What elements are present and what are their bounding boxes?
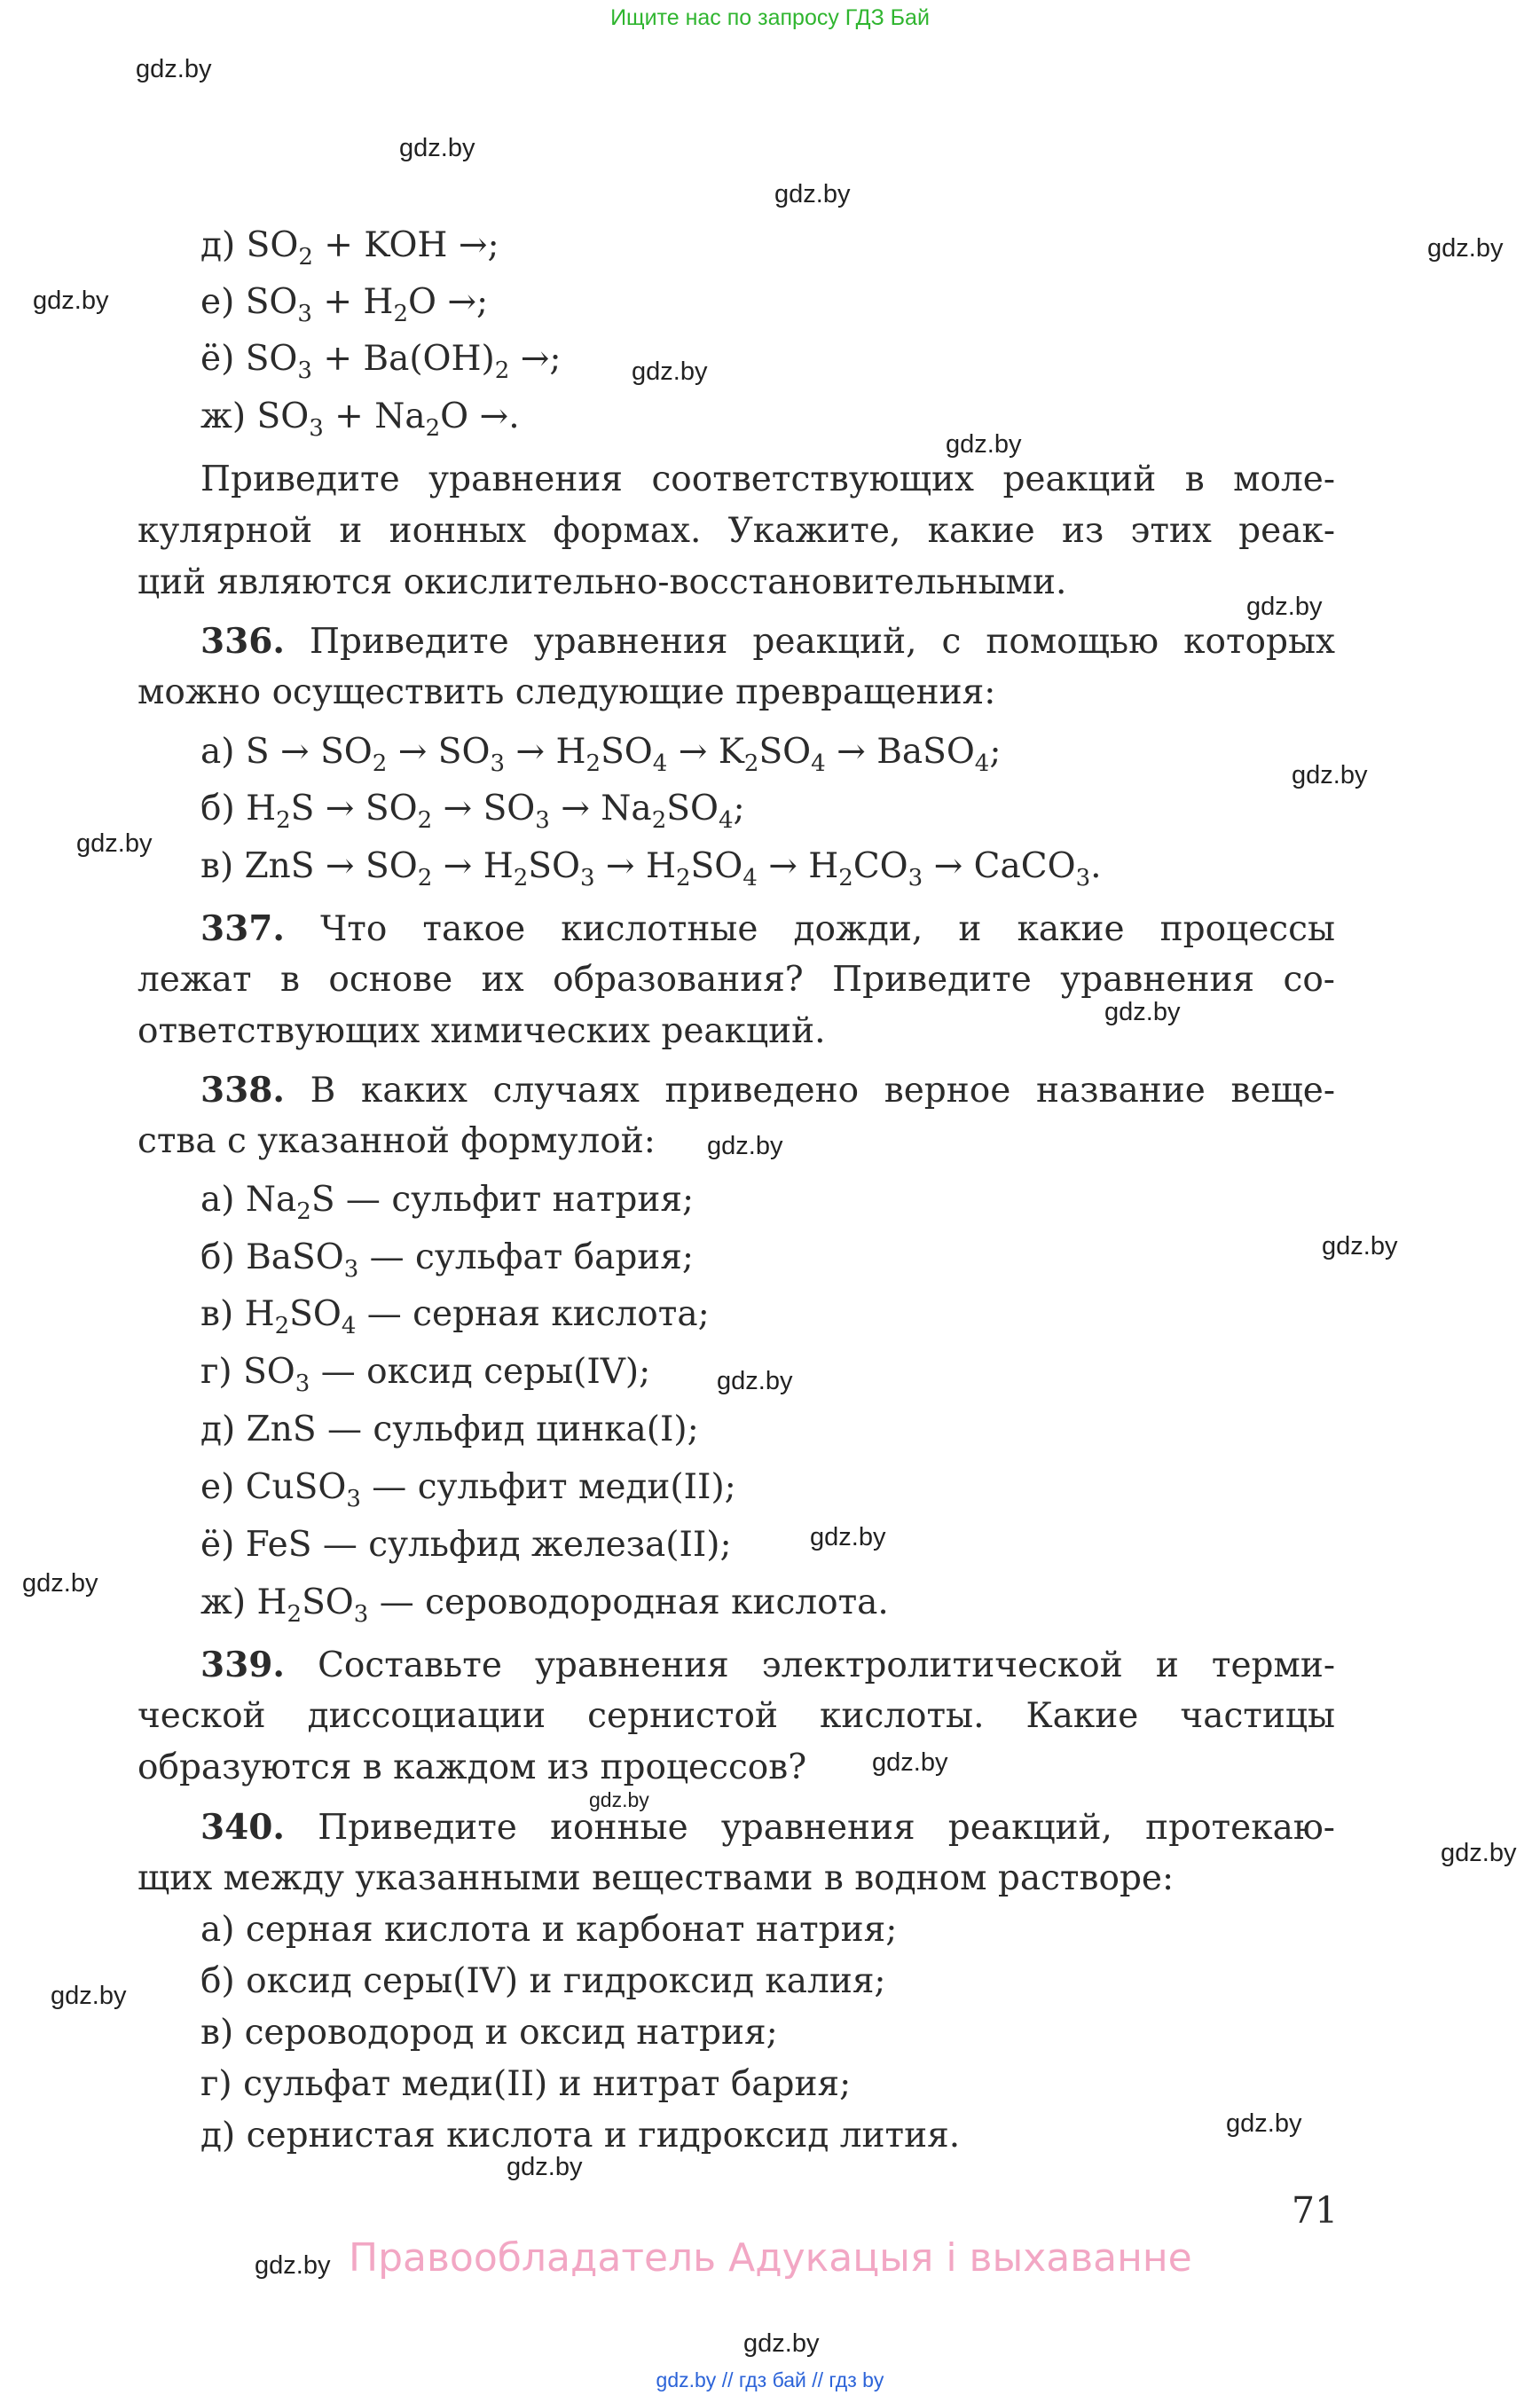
option-v (200, 1292, 710, 1337)
item-text: $SO_3 + Ba(OH)_2$ →; (245, 339, 562, 384)
footer-links: gdz.by // гдз бай // гдз by (656, 2368, 884, 2391)
watermark: gdz.by (810, 1523, 886, 1551)
paragraph-line: щих между указанными веществами в водном растворе: (138, 1858, 1175, 1898)
paragraph-line: ства с указанной формулой: (138, 1121, 656, 1161)
item-label: д) (200, 2116, 236, 2156)
watermark: gdz.by (589, 1788, 649, 1811)
paragraph-line: можно осуществить следующие превращения: (138, 672, 996, 712)
watermark: gdz.by (33, 287, 109, 315)
watermark: gdz.by (1292, 761, 1368, 789)
watermark: gdz.by (1441, 1839, 1517, 1867)
option-a (200, 1178, 695, 1225)
watermark: gdz.by (76, 829, 153, 858)
item-text: $SO_3$ — оксид серы(IV); (243, 1352, 651, 1397)
watermark: gdz.by (872, 1748, 948, 1777)
item-text: серная кислота и карбонат натрия; (245, 1910, 898, 1950)
paragraph-line: образуются в каждом из процессов? (138, 1747, 807, 1787)
item-label: ё) (200, 1525, 235, 1565)
paragraph-line: Приведите уравнения соответствующих реакций в моле- (200, 459, 1335, 499)
question-text: Что такое кислотные дожди, и какие процессы (320, 909, 1335, 949)
reaction-zh (200, 395, 520, 442)
paragraph-line: лежат в основе их образования? Приведите уравнения со- (138, 960, 1335, 1000)
question-number: 339. (200, 1645, 285, 1685)
item-label: ё) (200, 339, 235, 379)
question-number: 340. (200, 1807, 285, 1848)
item-text: $H_2SO_4$ — серная кислота; (244, 1294, 710, 1339)
top-banner-note: Ищите нас по запросу ГДЗ Бай (610, 5, 930, 30)
item-text: $S \to SO_2 \to SO_3 \to H_2SO_4 \to K_2SO_4$ → BaSO$_4$; (245, 732, 1002, 777)
pair-b (200, 1959, 886, 2004)
pair-g (200, 2062, 851, 2107)
item-text: ZnS — сульфид цинка(I); (246, 1410, 699, 1449)
item-label: е) (200, 1467, 235, 1507)
item-text: BaSO$_3$ — сульфат бария; (246, 1237, 695, 1283)
reaction-e (200, 280, 488, 325)
chain-b (200, 787, 745, 834)
item-text: сернистая кислота и гидроксид лития. (246, 2116, 961, 2156)
item-label: г) (200, 1352, 232, 1392)
question-text: Приведите уравнения реакций, с помощью которых (310, 622, 1336, 662)
watermark: gdz.by (255, 2251, 331, 2280)
pair-d (200, 2114, 960, 2158)
item-text: сульфат меди(II) и нитрат бария; (243, 2064, 852, 2104)
item-label: б) (200, 789, 235, 828)
question-337 (200, 907, 1335, 952)
watermark: gdz.by (1427, 234, 1504, 263)
paragraph-line: ций являются окислительно-восстановительными. (138, 562, 1067, 602)
watermark: gdz.by (632, 357, 708, 386)
paragraph-line: кулярной и ионных формах. Укажите, какие из этих реак- (138, 511, 1335, 551)
watermark: gdz.by (1104, 998, 1181, 1026)
watermark: gdz.by (399, 134, 475, 162)
item-text: $SO_3 + Na_2O$ →. (256, 397, 520, 442)
item-label: в) (200, 1294, 234, 1334)
item-text: CuSO$_3$ — сульфит меди(II); (245, 1467, 736, 1512)
option-b (200, 1236, 695, 1283)
item-label: в) (200, 846, 234, 886)
watermark: gdz.by (946, 430, 1022, 459)
watermark: gdz.by (774, 180, 851, 208)
question-number: 336. (200, 621, 285, 662)
question-336 (200, 619, 1335, 664)
option-g (200, 1350, 651, 1397)
watermark: gdz.by (1246, 593, 1323, 621)
option-d (200, 1408, 699, 1452)
paragraph-line: ческой диссоциации сернистой кислоты. Какие частицы (138, 1696, 1335, 1736)
paragraph-line: ответствующих химических реакций. (138, 1011, 826, 1051)
item-label: ж) (200, 1582, 247, 1622)
option-e (200, 1465, 736, 1510)
pair-v (200, 2011, 778, 2055)
chain-a (200, 730, 1002, 777)
item-text: $SO_2$ + KOH →; (246, 225, 499, 271)
pair-a (200, 1908, 897, 1952)
chain-c (200, 844, 1102, 889)
option-yo (200, 1523, 732, 1567)
watermark: gdz.by (507, 2153, 583, 2181)
page-number: 71 (1292, 2189, 1339, 2232)
watermark: gdz.by (1226, 2109, 1302, 2138)
option-zh (200, 1581, 889, 1628)
item-text: ZnS → $SO_2 \to H_2SO_3 \to H_2SO_4 \to H_2CO_3$ → CaCO$_3$. (244, 846, 1102, 891)
item-label: а) (200, 1910, 235, 1950)
watermark: gdz.by (743, 2329, 820, 2358)
watermark: gdz.by (707, 1132, 783, 1160)
reaction-d (200, 224, 499, 271)
reaction-yo (200, 337, 562, 384)
item-label: ж) (200, 397, 247, 436)
item-label: б) (200, 1961, 235, 2001)
item-label: б) (200, 1237, 235, 1277)
item-text: сероводород и оксид натрия; (244, 2013, 778, 2053)
question-text: Приведите ионные уравнения реакций, протекаю- (318, 1808, 1335, 1848)
item-text: оксид серы(IV) и гидроксид калия; (246, 1961, 886, 2001)
item-text: $SO_3 + H_2O$ →; (245, 282, 489, 327)
watermark: gdz.by (136, 55, 212, 83)
item-label: д) (200, 225, 236, 265)
item-label: д) (200, 1410, 236, 1449)
item-text: $H_2SO_3$ — сероводородная кислота. (256, 1582, 889, 1628)
item-text: $Na_2S$ — сульфит натрия; (245, 1180, 695, 1225)
item-label: а) (200, 732, 235, 772)
watermark: gdz.by (1322, 1232, 1398, 1260)
item-label: е) (200, 282, 235, 322)
watermark: gdz.by (22, 1569, 98, 1598)
question-338 (200, 1068, 1335, 1113)
item-text: $H_2S \to SO_2 \to SO_3 \to Na_2SO_4$; (246, 789, 745, 834)
question-340 (200, 1805, 1335, 1850)
question-number: 337. (200, 908, 285, 949)
item-label: г) (200, 2064, 232, 2104)
question-text: В каких случаях приведено верное название веще- (310, 1071, 1335, 1111)
watermark: gdz.by (51, 1982, 127, 2010)
question-339 (200, 1643, 1335, 1688)
item-label: в) (200, 2013, 234, 2053)
question-number: 338. (200, 1070, 285, 1111)
copyright-owner: Правообладатель Адукацыя і выхаванне (349, 2235, 1192, 2281)
watermark: gdz.by (717, 1367, 793, 1395)
question-text: Составьте уравнения электролитической и терми- (318, 1645, 1335, 1685)
item-text: FeS — сульфид железа(II); (245, 1525, 732, 1565)
item-label: а) (200, 1180, 235, 1220)
